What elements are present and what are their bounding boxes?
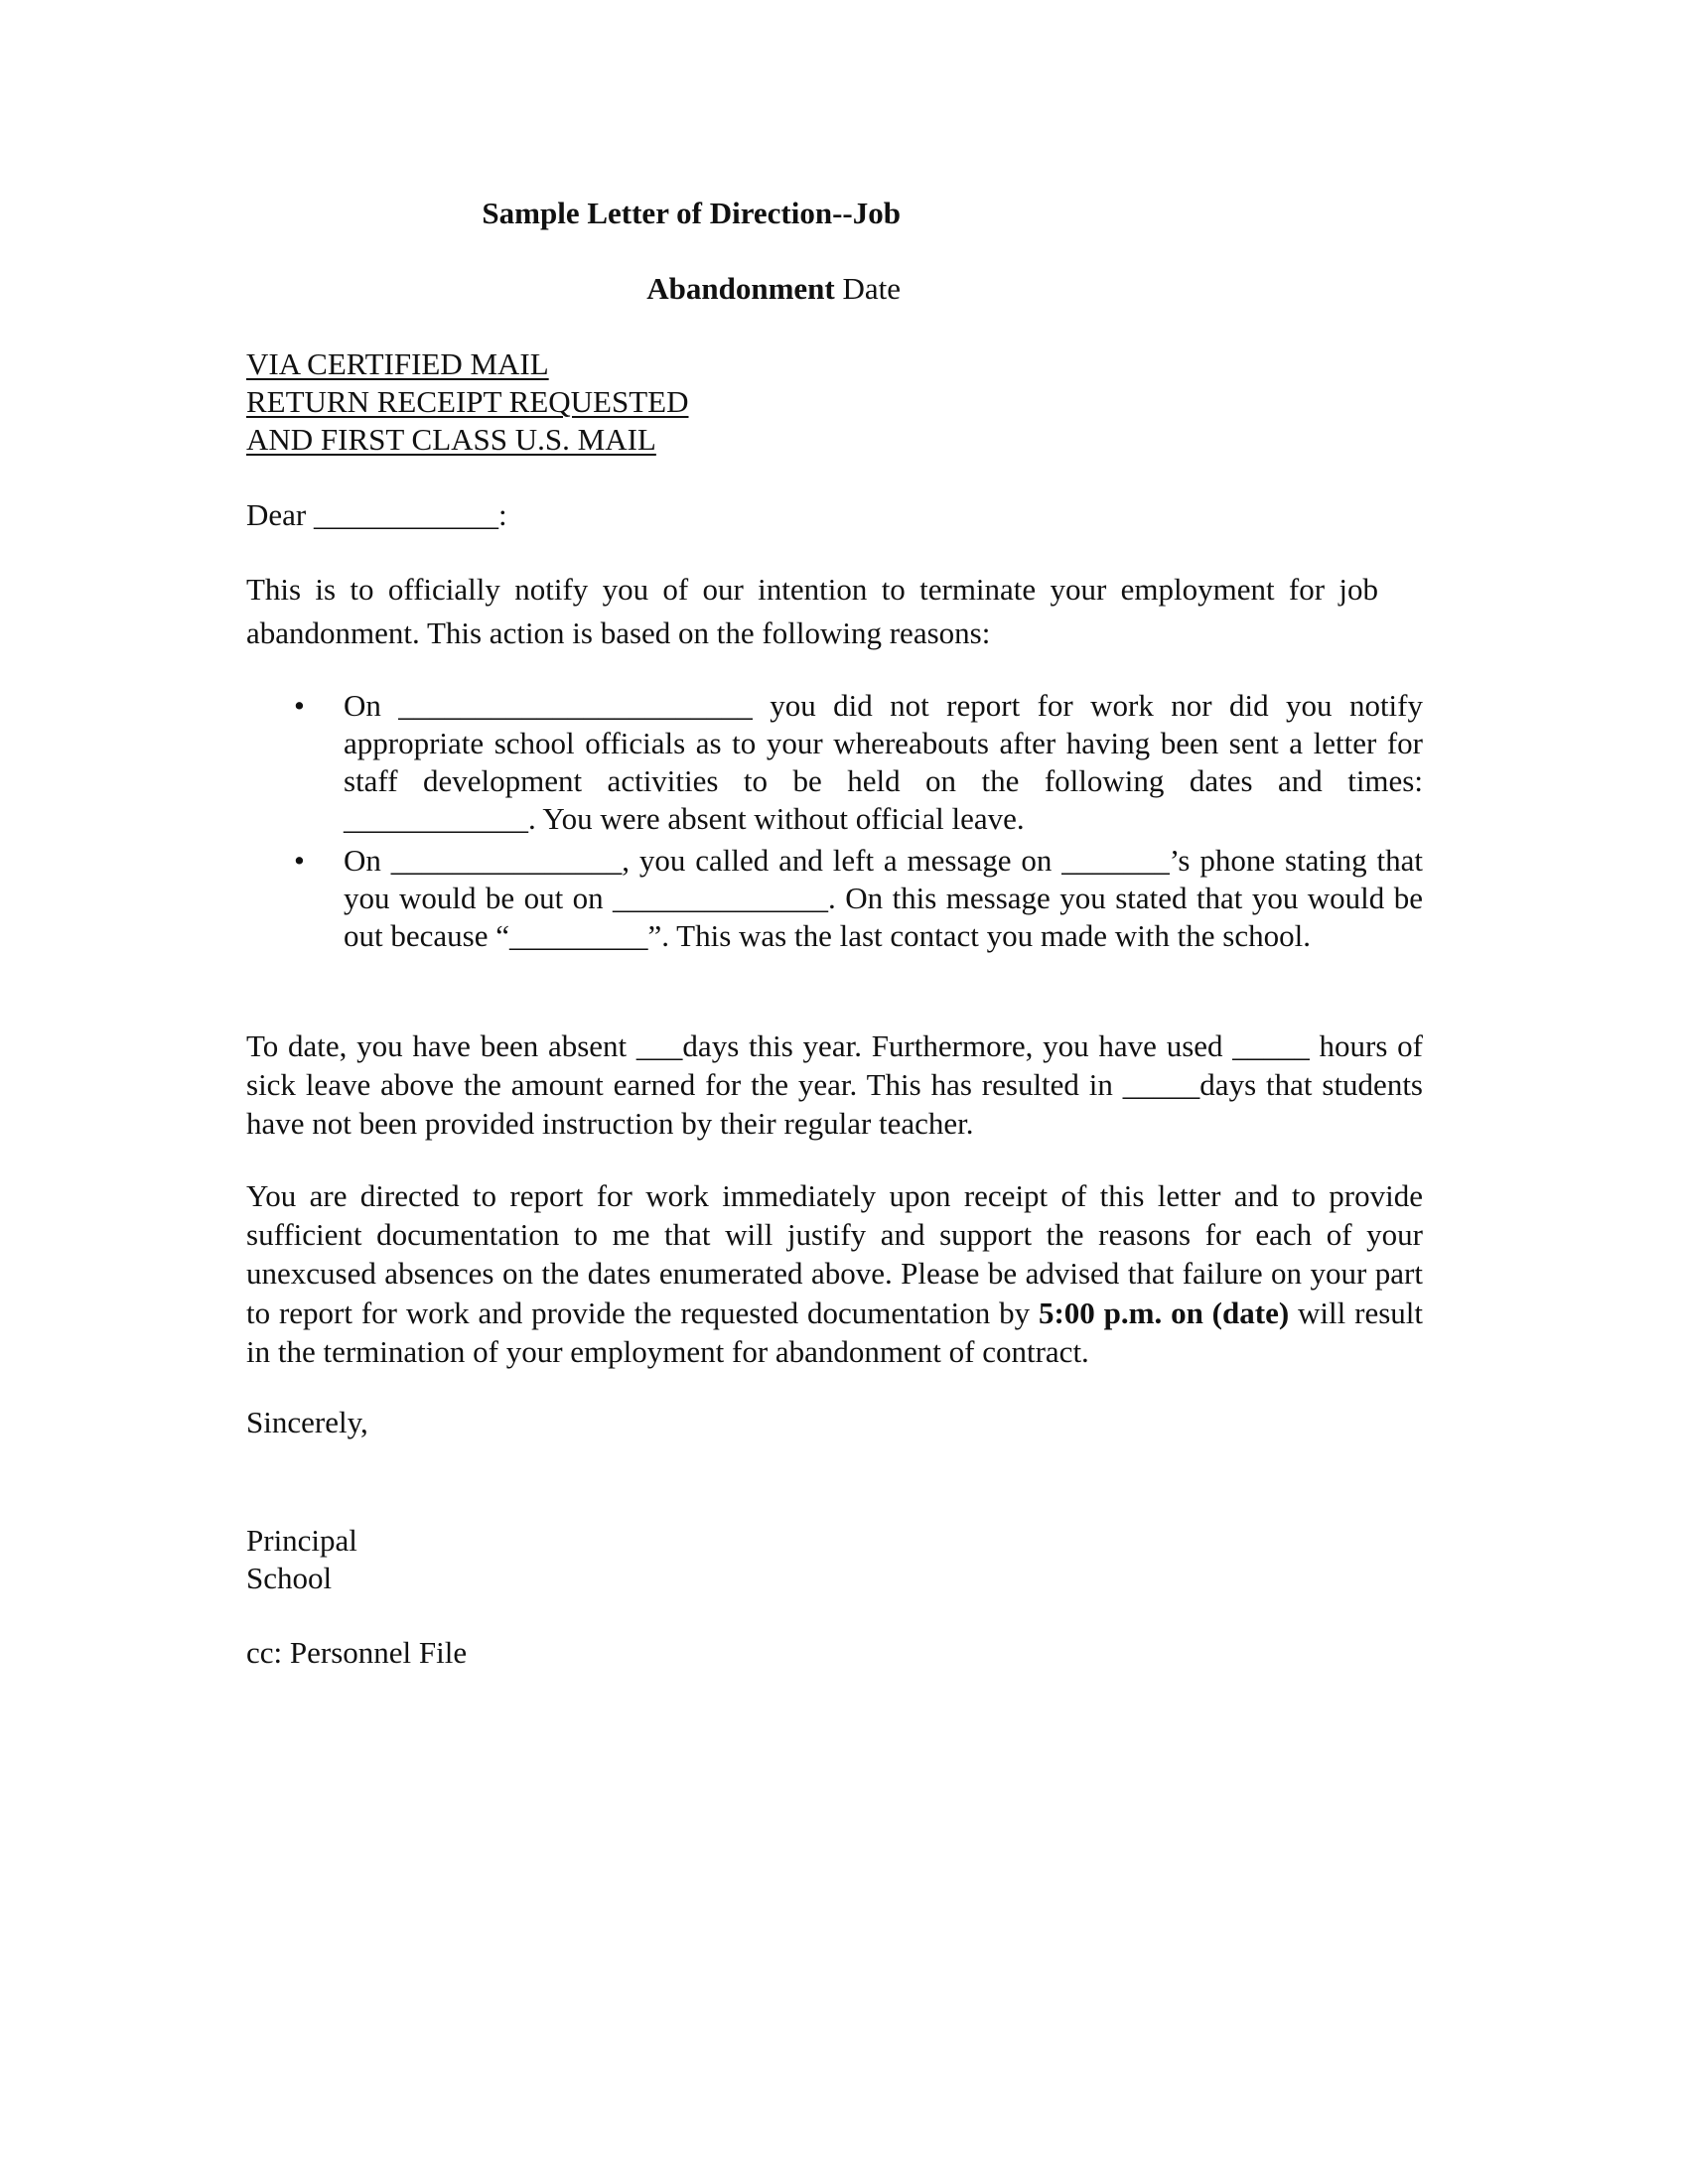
deadline-bold: 5:00 p.m. on (date) — [1038, 1295, 1290, 1330]
intro-paragraph: This is to officially notify you of our intention to terminate your employment for job abandonment. This action is based on the following reasons: — [246, 572, 1378, 650]
signature-school: School — [246, 1561, 333, 1595]
reason-text-1: On _______________________ you did not report for work nor did you notify appropriate school officials as to your whereabouts after having been sent a letter for staff development activities to be held on the following dates and times: ____________. You were absent without official leave. — [344, 688, 1423, 836]
reason-item-2 — [246, 842, 1423, 955]
reason-item-1 — [246, 687, 1423, 838]
document-title: Sample Letter of Direction--Job — [482, 196, 901, 230]
salutation: Dear ____________: — [246, 497, 507, 532]
document-subtitle — [646, 270, 901, 308]
signature-title: Principal — [246, 1523, 357, 1558]
mailing-line-1: VIA CERTIFIED MAIL — [246, 346, 549, 381]
directive-text-end: will result in the termination of your employment for abandonment of contract. — [246, 1295, 1423, 1369]
mailing-line-3: AND FIRST CLASS U.S. MAIL — [246, 422, 656, 457]
reason-text-2: On _______________, you called and left a message on _______’s phone stating that you would be out on ______________. On this message you stated that you would be out because “_________”. This was the last contact you made with the school. — [344, 843, 1423, 953]
mailing-line-2: RETURN RECEIPT REQUESTED — [246, 384, 689, 419]
cc-line: cc: Personnel File — [246, 1635, 468, 1670]
directive-text: You are directed to report for work immediately upon receipt of this letter and to provide sufficient documentation to me that will justify and support the reasons for each of your unexcused absences on the dates enumerated above. Please be advised that failure on your part to report for work and provide the requested documentation by — [246, 1178, 1423, 1330]
reasons-list — [246, 687, 1423, 955]
bullet-icon: • — [294, 688, 305, 723]
closing: Sincerely, — [246, 1405, 368, 1439]
bullet-icon: • — [294, 843, 305, 878]
subtitle-date: Date — [842, 271, 901, 306]
directive-paragraph — [246, 1176, 1423, 1371]
absence-paragraph: To date, you have been absent ___days this year. Furthermore, you have used _____ hours of sick leave above the amount earned for the year. This has resulted in _____days that students have not been provided instruction by their regular teacher. — [246, 1028, 1423, 1141]
subtitle-bold: Abandonment — [646, 271, 835, 306]
